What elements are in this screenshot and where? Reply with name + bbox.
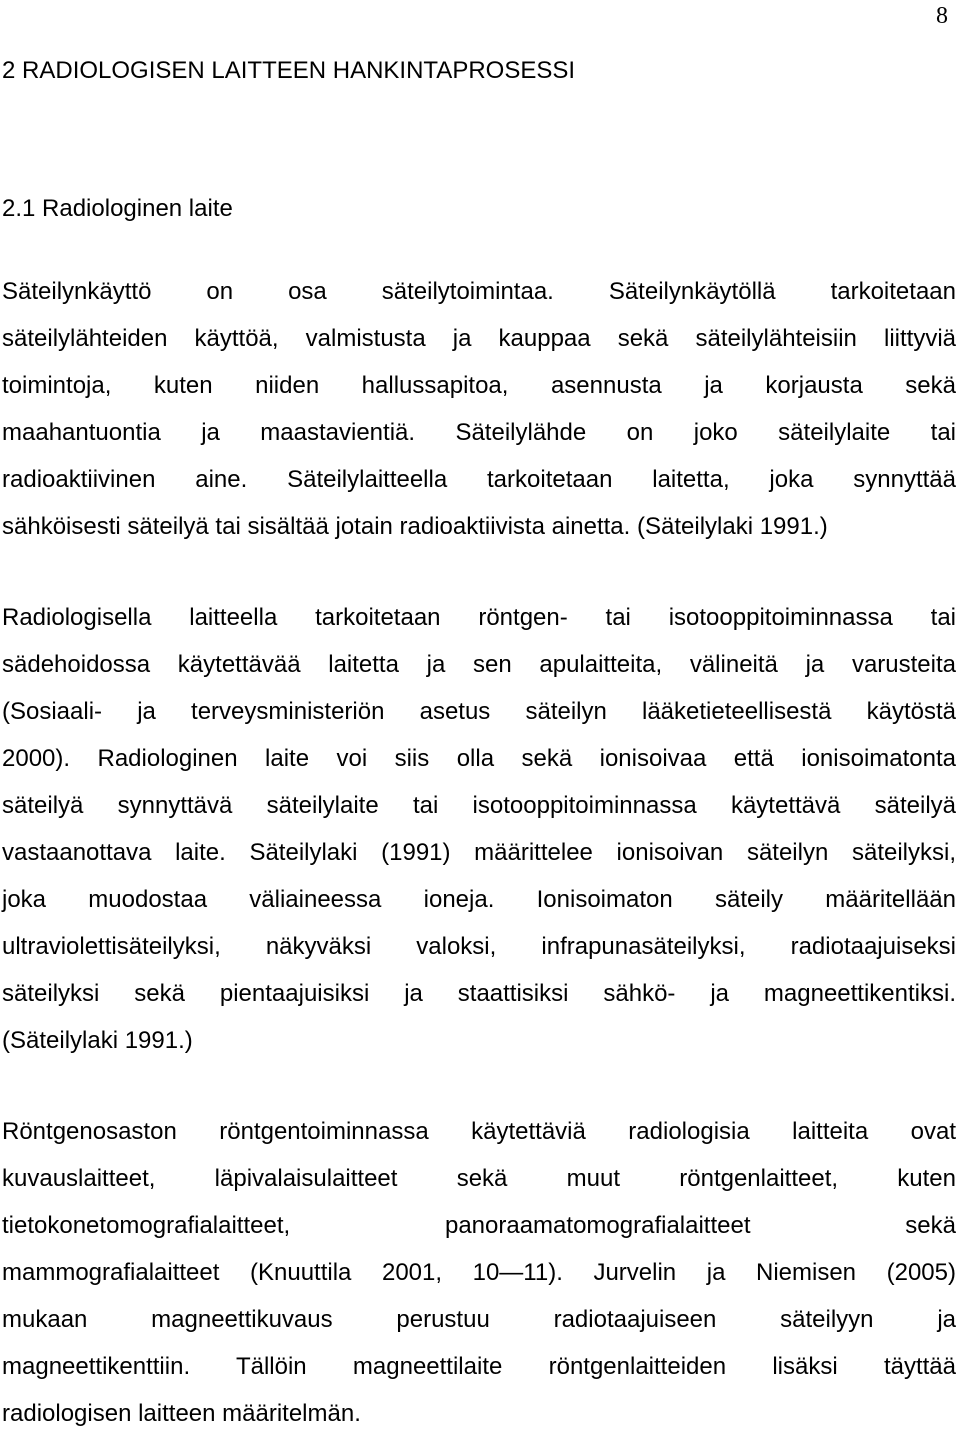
paragraph-line: magneettikenttiin. Tällöin magneettilaite röntgenlaitteiden lisäksi täyttää bbox=[2, 1353, 956, 1380]
chapter-title: 2 RADIOLOGISEN LAITTEEN HANKINTAPROSESSI bbox=[2, 57, 576, 84]
section-title: 2.1 Radiologinen laite bbox=[2, 195, 233, 222]
paragraph-line: radioaktiivinen aine. Säteilylaitteella tarkoitetaan laitetta, joka synnyttää bbox=[2, 466, 956, 493]
paragraph-line: (Säteilylaki 1991.) bbox=[2, 1027, 193, 1054]
paragraph-line: säteilyksi sekä pientaajuisiksi ja staattisiksi sähkö- ja magneettikentiksi. bbox=[2, 980, 956, 1007]
paragraph-line: 2000). Radiologinen laite voi siis olla sekä ionisoivaa että ionisoimatonta bbox=[2, 745, 956, 772]
page-number: 8 bbox=[936, 3, 948, 29]
paragraph-line: sädehoidossa käytettävää laitetta ja sen apulaitteita, välineitä ja varusteita bbox=[2, 651, 956, 678]
paragraph-line: sähköisesti säteilyä tai sisältää jotain radioaktiivista ainetta. (Säteilylaki 1991.) bbox=[2, 513, 828, 540]
paragraph-line: radiologisen laitteen määritelmän. bbox=[2, 1400, 361, 1427]
paragraph-line: toimintoja, kuten niiden hallussapitoa, asennusta ja korjausta sekä bbox=[2, 372, 956, 399]
paragraph-radiation-use bbox=[2, 268, 956, 550]
paragraph-line: joka muodostaa väliaineessa ioneja. Ionisoimaton säteily määritellään bbox=[2, 886, 956, 913]
paragraph-radiological-device bbox=[2, 594, 956, 1064]
paragraph-line: mukaan magneettikuvaus perustuu radiotaajuiseen säteilyyn ja bbox=[2, 1306, 956, 1333]
paragraph-line: tietokonetomografialaitteet, panoraamatomografialaitteet sekä bbox=[2, 1212, 956, 1239]
paragraph-xray-department bbox=[2, 1108, 956, 1437]
paragraph-line: Radiologisella laitteella tarkoitetaan röntgen- tai isotooppitoiminnassa tai bbox=[2, 604, 956, 631]
paragraph-line: kuvauslaitteet, läpivalaisulaitteet sekä muut röntgenlaitteet, kuten bbox=[2, 1165, 956, 1192]
document-body bbox=[2, 54, 956, 1437]
paragraph-line: ultraviolettisäteilyksi, näkyväksi valoksi, infrapunasäteilyksi, radiotaajuiseksi bbox=[2, 933, 956, 960]
paragraph-line: maahantuontia ja maastavientiä. Säteilylähde on joko säteilylaite tai bbox=[2, 419, 956, 446]
paragraph-line: vastaanottava laite. Säteilylaki (1991) määrittelee ionisoivan säteilyn säteilyksi, bbox=[2, 839, 956, 866]
paragraph-line: säteilyä synnyttävä säteilylaite tai isotooppitoiminnassa käytettävä säteilyä bbox=[2, 792, 956, 819]
paragraph-line: mammografialaitteet (Knuuttila 2001, 10—11). Jurvelin ja Niemisen (2005) bbox=[2, 1259, 956, 1286]
paragraph-line: (Sosiaali- ja terveysministeriön asetus säteilyn lääketieteellisestä käytöstä bbox=[2, 698, 956, 725]
paragraph-line: säteilylähteiden käyttöä, valmistusta ja kauppaa sekä säteilylähteisiin liittyviä bbox=[2, 325, 956, 352]
paragraph-line: Säteilynkäyttö on osa säteilytoimintaa. Säteilynkäytöllä tarkoitetaan bbox=[2, 278, 956, 305]
paragraph-line: Röntgenosaston röntgentoiminnassa käytettäviä radiologisia laitteita ovat bbox=[2, 1118, 956, 1145]
